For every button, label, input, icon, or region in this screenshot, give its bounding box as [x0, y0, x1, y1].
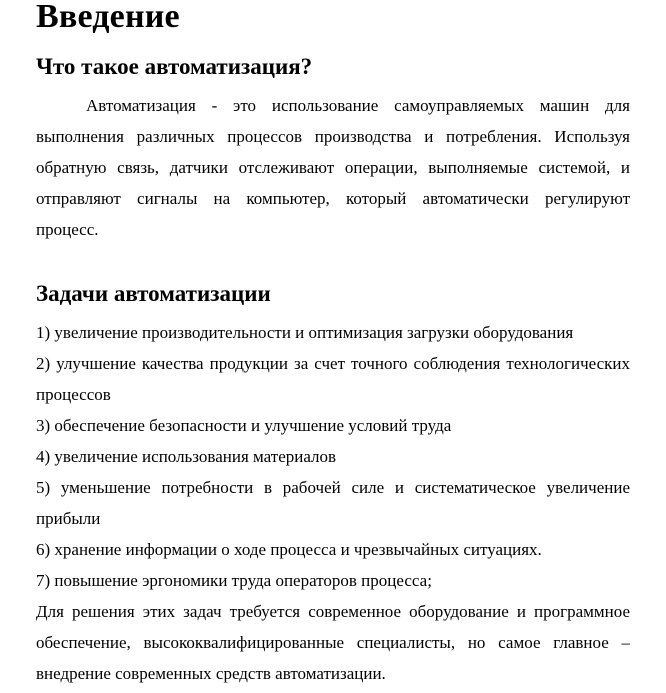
list-line: прибыли [36, 509, 101, 528]
list-line: 1) увеличение производительности и оптимизация загрузки оборудования [36, 323, 574, 342]
paragraph-line: выполнения различных процессов производства и потребления. Используя [36, 127, 630, 146]
list-line: 3) обеспечение безопасности и улучшение условий труда [36, 416, 452, 435]
list-line: 5) уменьшение потребности в рабочей силе и систематическое увеличение [36, 478, 630, 497]
list-line: 2) улучшение качества продукции за счет точного соблюдения технологических [36, 354, 630, 373]
list-line: процессов [36, 385, 111, 404]
section-heading-automation-tasks: Задачи автоматизации [36, 281, 271, 306]
paragraph-line: обратную связь, датчики отслеживают операции, выполняемые системой, и [36, 158, 630, 177]
section-heading-what-is-automation: Что такое автоматизация? [36, 54, 313, 79]
document-title: Введение [36, 0, 180, 35]
tasks-list [36, 317, 630, 689]
paragraph-line: Автоматизация - это использование самоуправляемых машин для [86, 96, 630, 115]
closing-paragraph-line: обеспечение, высококвалифицированные специалисты, но самое главное – [36, 633, 630, 652]
closing-paragraph-line: Для решения этих задач требуется современное оборудование и программное [36, 602, 630, 621]
paragraph-line: отправляют сигналы на компьютер, который автоматически регулируют [36, 189, 630, 208]
list-line: 7) повышение эргономики труда операторов процесса; [36, 571, 432, 590]
paragraph-line: процесс. [36, 220, 99, 239]
closing-paragraph-line: внедрение современных средств автоматизации. [36, 664, 386, 683]
list-line: 6) хранение информации о ходе процесса и чрезвычайных ситуациях. [36, 540, 542, 559]
list-line: 4) увеличение использования материалов [36, 447, 337, 466]
intro-paragraph [36, 90, 630, 245]
